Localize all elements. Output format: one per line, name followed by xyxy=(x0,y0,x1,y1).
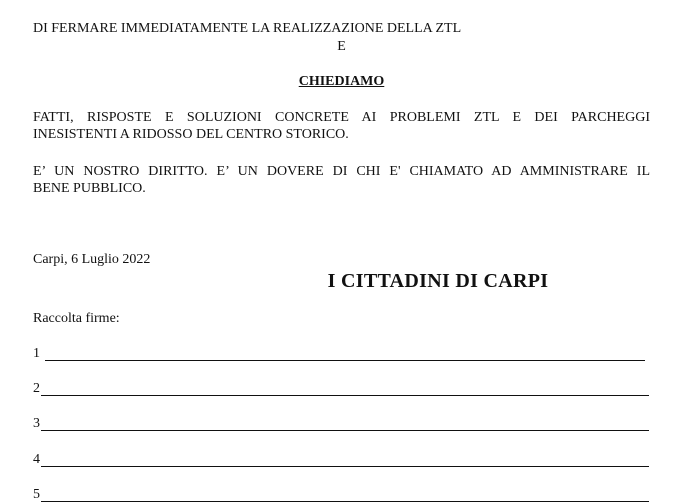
place-date: Carpi, 6 Luglio 2022 xyxy=(33,252,151,267)
signature-line[interactable] xyxy=(41,430,649,431)
signature-row xyxy=(33,487,650,503)
signature-line[interactable] xyxy=(45,360,645,361)
signature-row xyxy=(33,452,650,468)
signature-line[interactable] xyxy=(41,501,649,502)
paragraph-requests xyxy=(33,109,650,143)
signature-row xyxy=(33,416,650,432)
chiediamo-heading: CHIEDIAMO xyxy=(298,74,385,89)
signature-number: 5 xyxy=(33,487,40,502)
signature-row xyxy=(33,381,650,397)
paragraph-rights-line-1: E’ UN NOSTRO DIRITTO. E’ UN DOVERE DI CHI E' CHIAMATO AD AMMINISTRARE IL xyxy=(33,164,650,179)
paragraph-requests-line-1: FATTI, RISPOSTE E SOLUZIONI CONCRETE AI PROBLEMI ZTL E DEI PARCHEGGI xyxy=(33,110,650,125)
signature-number: 4 xyxy=(33,452,40,467)
signature-line[interactable] xyxy=(41,466,649,467)
signature-number: 2 xyxy=(33,381,40,396)
signature-number: 1 xyxy=(33,346,40,361)
paragraph-requests-line-2: INESISTENTI A RIDOSSO DEL CENTRO STORICO. xyxy=(33,127,349,142)
signature-number: 3 xyxy=(33,416,40,431)
signatures-label: Raccolta firme: xyxy=(33,311,120,326)
signature-line[interactable] xyxy=(41,395,649,396)
signature-row xyxy=(33,346,650,362)
chiediamo-heading-wrap xyxy=(33,74,650,90)
paragraph-rights-line-2: BENE PUBBLICO. xyxy=(33,181,146,196)
signatory-title: I CITTADINI DI CARPI xyxy=(327,270,549,292)
conjunction-line: E xyxy=(337,39,346,54)
paragraph-rights xyxy=(33,163,650,197)
demand-line: DI FERMARE IMMEDIATAMENTE LA REALIZZAZIONE DELLA ZTL xyxy=(33,21,462,36)
